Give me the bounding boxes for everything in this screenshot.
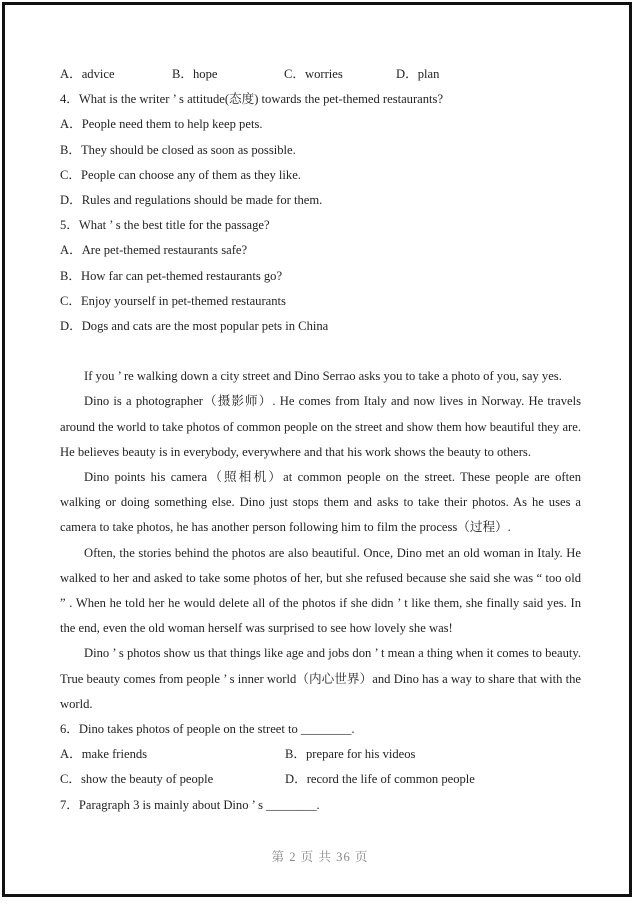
q4-option-b: B．They should be closed as soon as possible. <box>60 142 296 157</box>
q5-option-c: C．Enjoy yourself in pet-themed restaurants <box>60 293 286 308</box>
passage-paragraph-5 <box>60 641 581 717</box>
q4-option-d: D．Rules and regulations should be made for them. <box>60 193 323 208</box>
passage-paragraph-2 <box>60 389 581 465</box>
q6-option-a: A．make friends <box>60 747 148 762</box>
q3-options <box>60 62 581 87</box>
q6-options-row-1 <box>60 742 581 767</box>
q4-option-c: C．People can choose any of them as they like. <box>60 167 301 182</box>
passage-paragraph-4 <box>60 541 581 642</box>
q5-option-d: D．Dogs and cats are the most popular pets in China <box>60 319 329 334</box>
q3-option-b: B．hope <box>172 67 218 81</box>
q6-options-row-2 <box>60 767 581 792</box>
document-body <box>60 62 581 818</box>
q7-stem: 7．Paragraph 3 is mainly about Dino ’ s ________. <box>60 797 320 812</box>
passage-paragraph-1-text: If you ’ re walking down a city street and Dino Serrao asks you to take a photo of you, say yes. <box>84 369 562 384</box>
passage-paragraph-4-text: Often, the stories behind the photos are also beautiful. Once, Dino met an old woman in Italy. He walked to her and asked to take some photos of her, but she refused because she said she was “ too old ” . When he told her he would delete all of the photos if she didn ’ t like them, she finally said yes. In the end, even the old woman herself was surprised to see how lovely she was! <box>60 545 581 636</box>
q5-option-b: B．How far can pet-themed restaurants go? <box>60 268 283 283</box>
q4-stem: 4．What is the writer ’ s attitude(态度) towards the pet-themed restaurants? <box>60 92 444 107</box>
passage-paragraph-3 <box>60 465 581 541</box>
passage-paragraph-3-text: Dino points his camera（照相机）at common people on the street. These people are often walking or doing something else. Dino just stops them and asks to take their photos. As he uses a camera to take photos, he has another person following him to film the process（过程）. <box>60 470 581 535</box>
q5-option-a: A．Are pet-themed restaurants safe? <box>60 243 248 258</box>
q6-option-b: B．prepare for his videos <box>285 747 416 762</box>
passage-paragraph-2-text: Dino is a photographer（摄影师）. He comes from Italy and now lives in Norway. He travels around the world to take photos of common people on the street and show them how beautiful they are. He believes beauty is in everybody, everywhere and that his work shows the beauty to others. <box>60 394 581 459</box>
passage-paragraph-1 <box>60 364 581 389</box>
q6-option-d: D．record the life of common people <box>285 772 475 787</box>
section-gap <box>60 339 581 364</box>
q6-option-c: C．show the beauty of people <box>60 772 214 787</box>
q3-option-a: A．advice <box>60 67 115 81</box>
q3-option-d: D．plan <box>396 67 440 81</box>
q5-stem: 5．What ’ s the best title for the passage? <box>60 218 270 233</box>
q6-stem: 6．Dino takes photos of people on the street to ________. <box>60 722 355 737</box>
passage-paragraph-5-text: Dino ’ s photos show us that things like age and jobs don ’ t mean a thing when it comes to beauty. True beauty comes from people ’ s inner world（内心世界）and Dino has a way to share that with the world. <box>60 646 581 711</box>
q3-option-c: C．worries <box>284 67 343 81</box>
page-footer: 第 2 页 共 36 页 <box>271 850 369 864</box>
q4-option-a: A．People need them to help keep pets. <box>60 117 263 132</box>
